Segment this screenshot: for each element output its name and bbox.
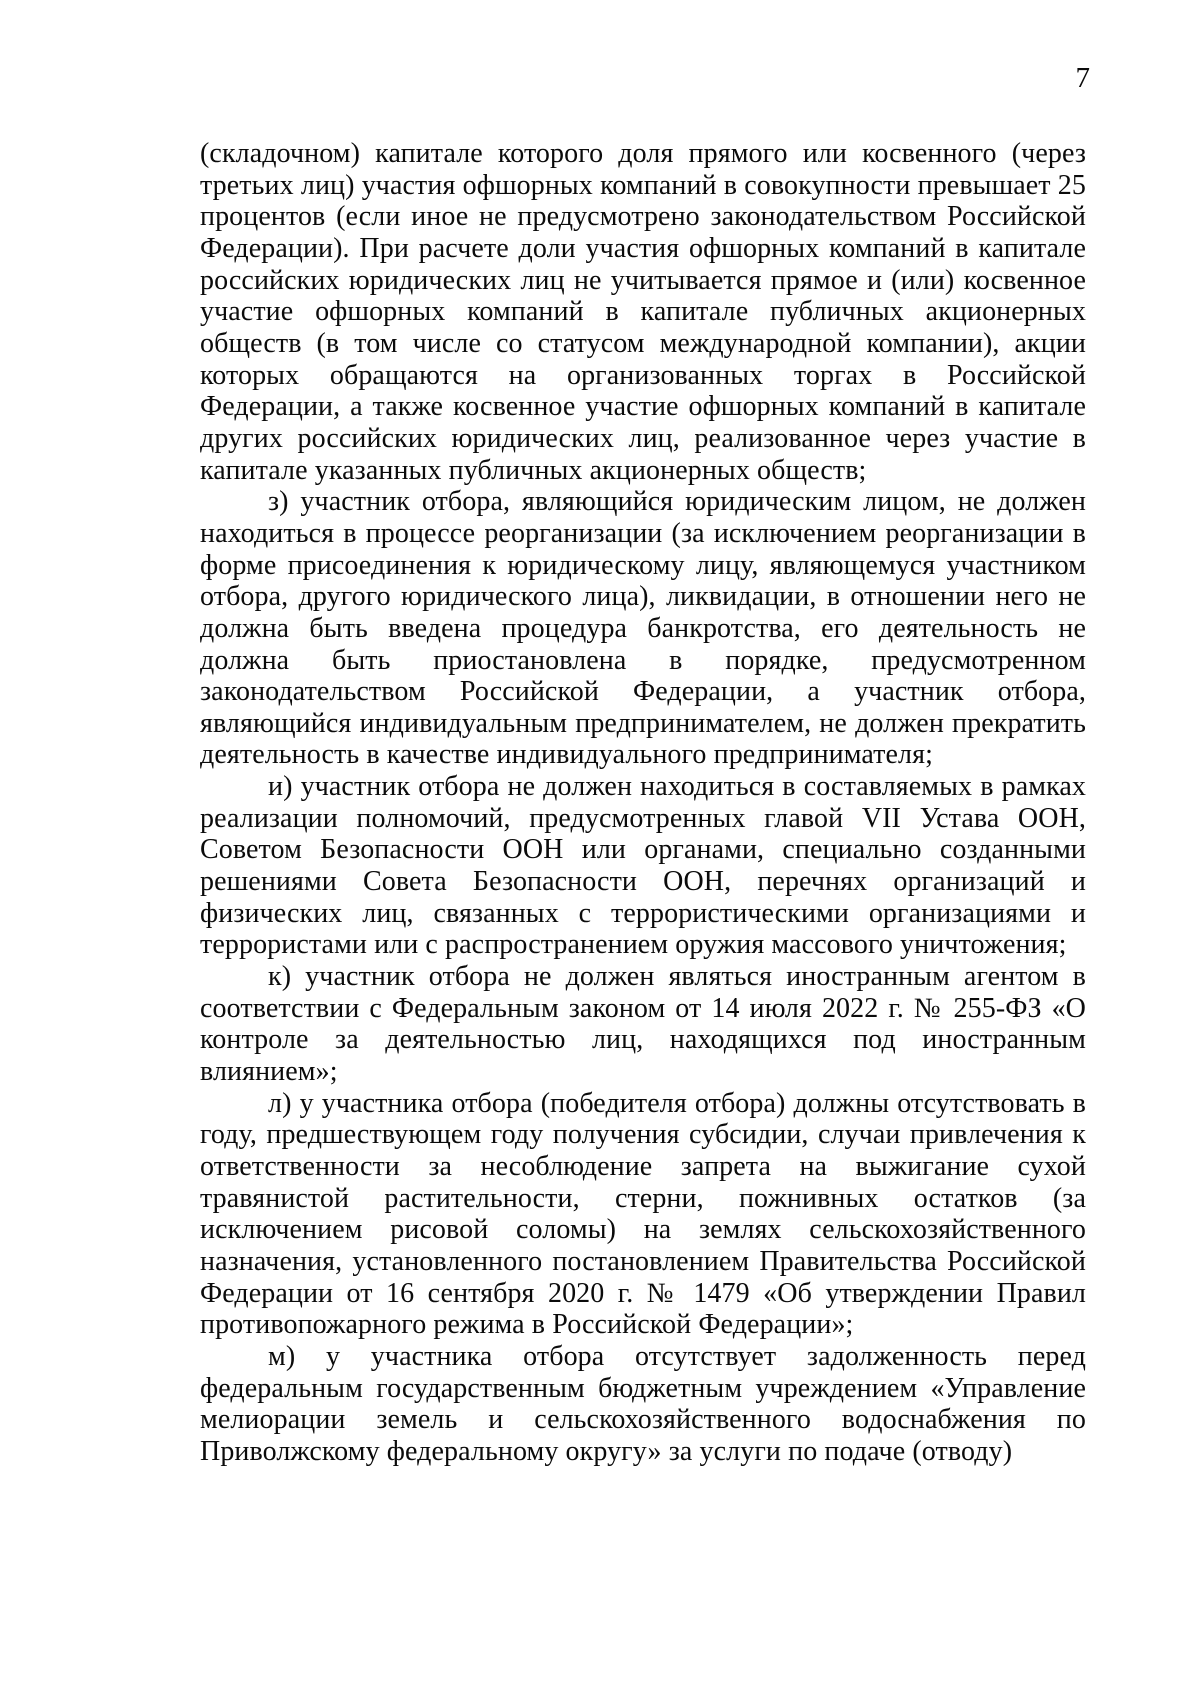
paragraph-continuation: (складочном) капитале которого доля прямого или косвенного (через третьих лиц) участия офшорных компаний в совокупности превышает 25 процентов (если иное не предусмотрено законодательством Российской Федерации). При расчете доли участия офшорных компаний в капитале российских юридических лиц не учитывается прямое и (или) косвенное участие офшорных компаний в капитале публичных акционерных обществ (в том числе со статусом международной компании), акции которых обращаются на организованных торгах в Российской Федерации, а также косвенное участие офшорных компаний в капитале других российских юридических лиц, реализованное через участие в капитале указанных публичных акционерных обществ; <box>200 138 1086 486</box>
paragraph-item-l: л) у участника отбора (победителя отбора) должны отсутствовать в году, предшествующем году получения субсидии, случаи привлечения к ответственности за несоблюдение запрета на выжигание сухой травянистой растительности, стерни, пожнивных остатков (за исключением рисовой соломы) на землях сельскохозяйственного назначения, установленного постановлением Правительства Российской Федерации от 16 сентября 2020 г. № 1479 «Об утверждении Правил противопожарного режима в Российской Федерации»; <box>200 1087 1086 1341</box>
document-body <box>200 138 1086 1468</box>
paragraph-item-i: и) участник отбора не должен находиться в составляемых в рамках реализации полномочий, предусмотренных главой VII Устава ООН, Советом Безопасности ООН или органами, специально созданными решениями Совета Безопасности ООН, перечнях организаций и физических лиц, связанных с террористическими организациями и террористами или с распространением оружия массового уничтожения; <box>200 771 1086 961</box>
paragraph-item-k: к) участник отбора не должен являться иностранным агентом в соответствии с Федеральным законом от 14 июля 2022 г. № 255-ФЗ «О контроле за деятельностью лиц, находящихся под иностранным влиянием»; <box>200 961 1086 1088</box>
page-number: 7 <box>1075 62 1090 94</box>
paragraph-item-m: м) у участника отбора отсутствует задолженность перед федеральным государственным бюджетным учреждением «Управление мелиорации земель и сельскохозяйственного водоснабжения по Приволжскому федеральному округу» за услуги по подаче (отводу) <box>200 1340 1086 1467</box>
paragraph-item-z: з) участник отбора, являющийся юридическим лицом, не должен находиться в процессе реорганизации (за исключением реорганизации в форме присоединения к юридическому лицу, являющемуся участником отбора, другого юридического лица), ликвидации, в отношении него не должна быть введена процедура банкротства, его деятельность не должна быть приостановлена в порядке, предусмотренном законодательством Российской Федерации, а участник отбора, являющийся индивидуальным предпринимателем, не должен прекратить деятельность в качестве индивидуального предпринимателя; <box>200 486 1086 771</box>
